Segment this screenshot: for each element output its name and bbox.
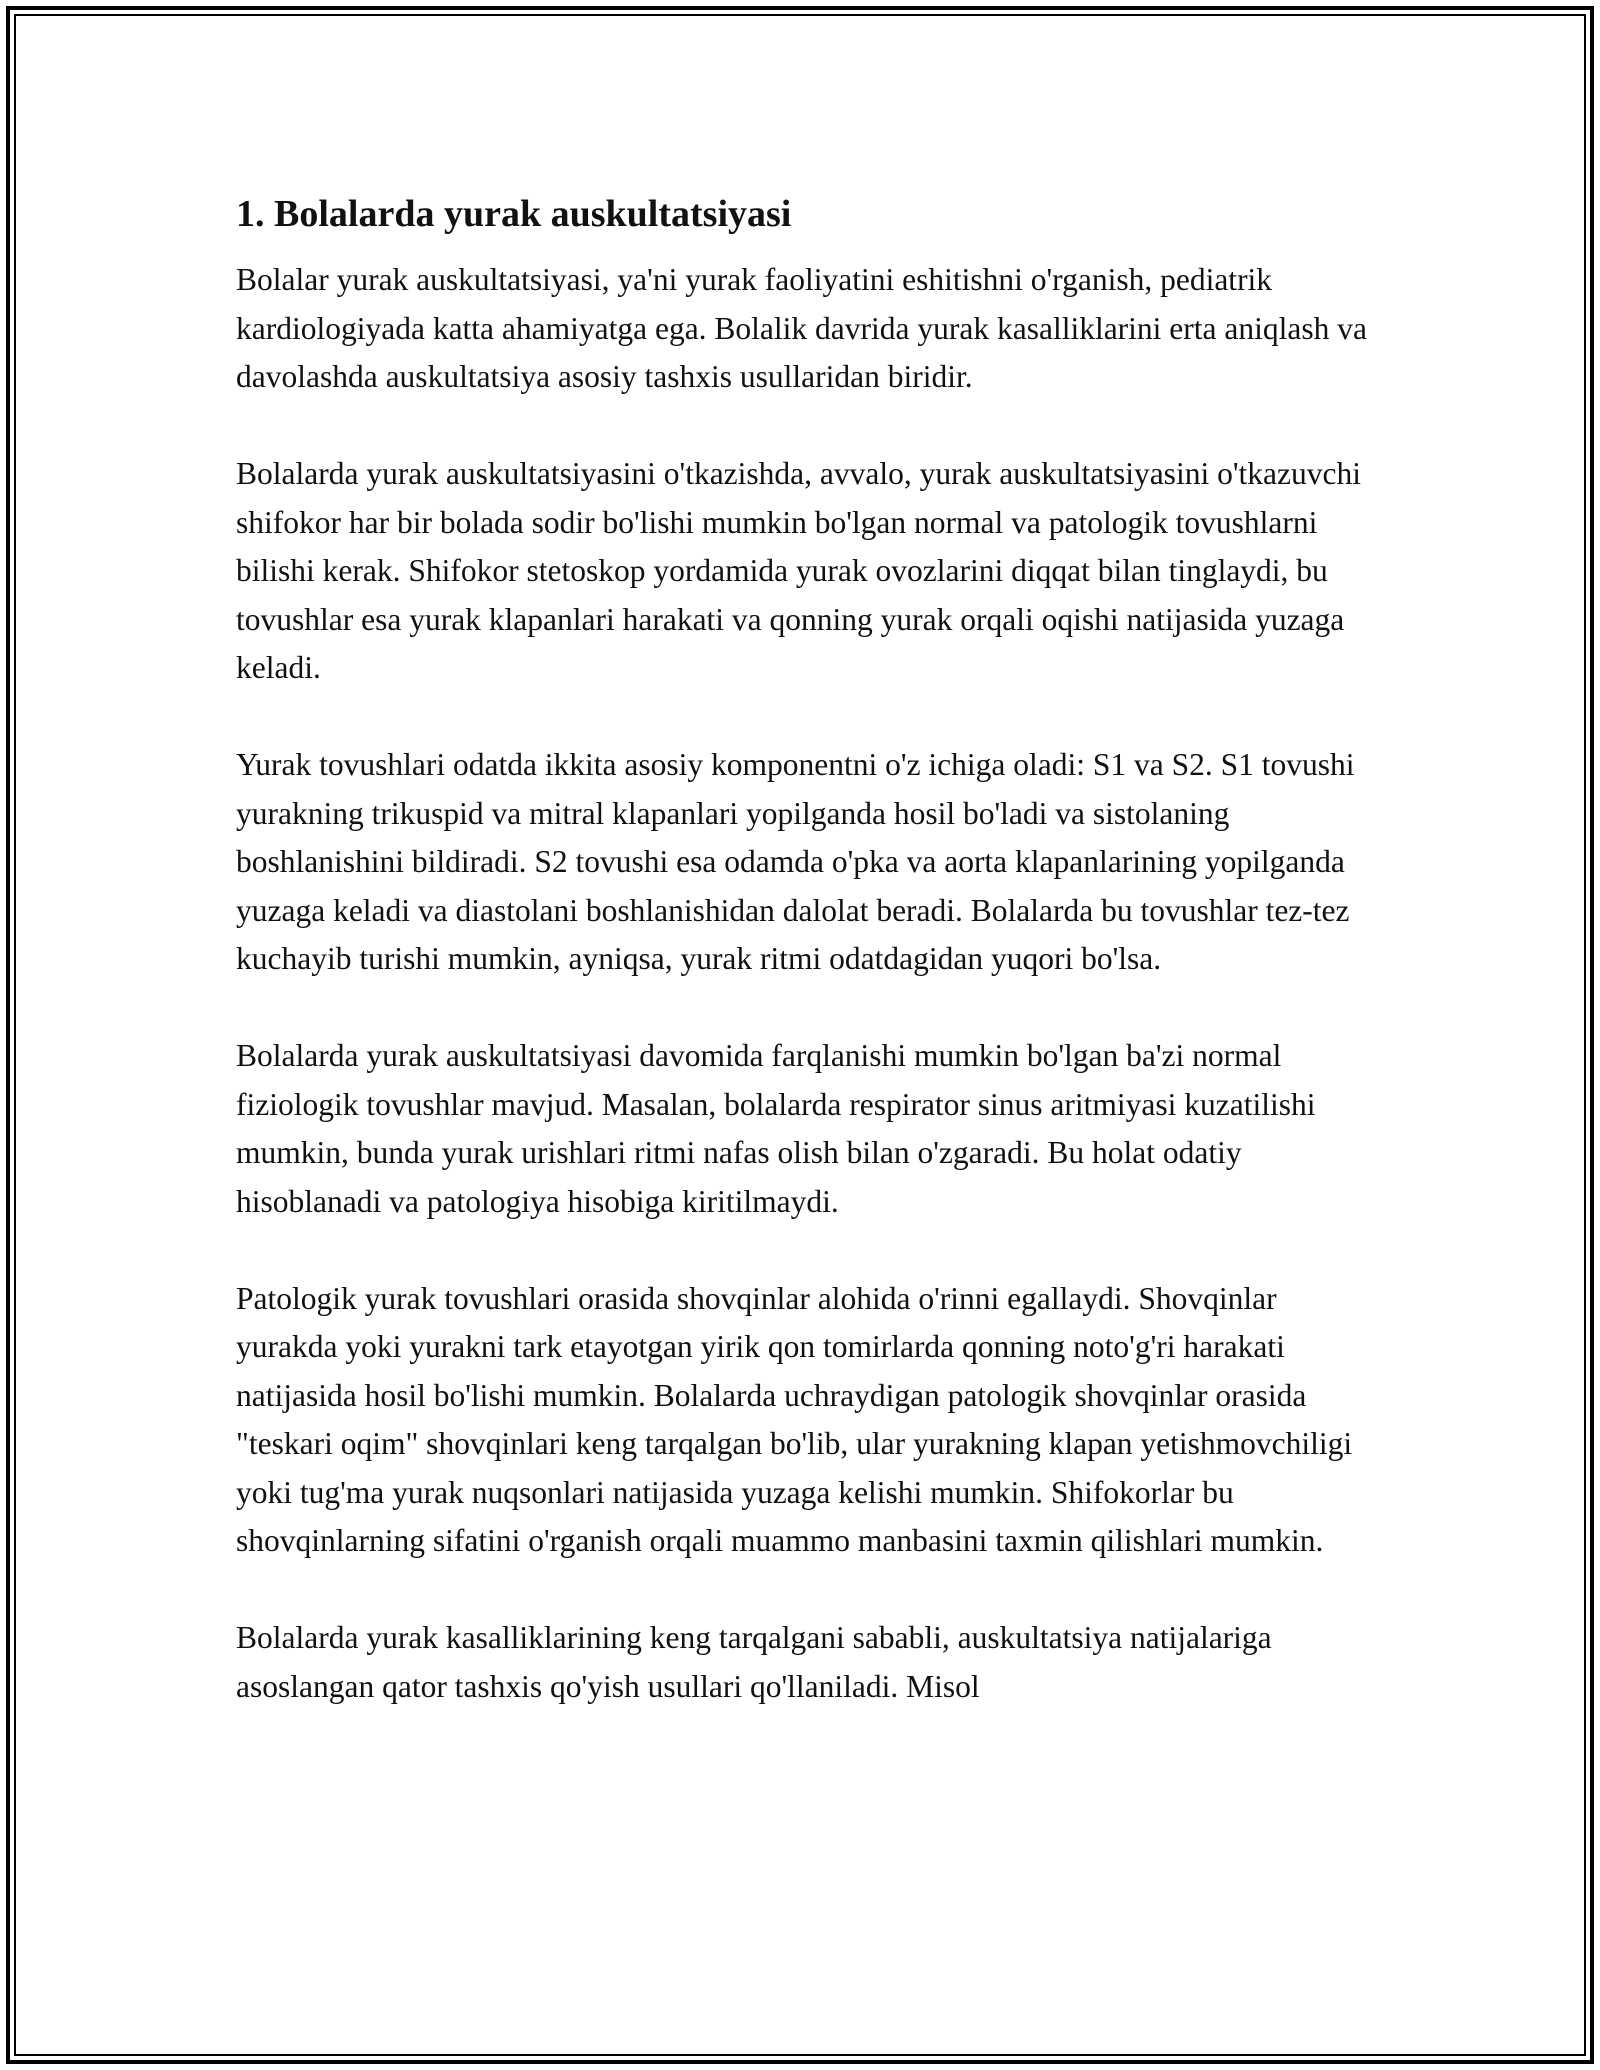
- paragraph: Yurak tovushlari odatda ikkita asosiy komponentni o'z ichiga oladi: S1 va S2. S1 tovushi yurakning trikuspid va mitral klapanlari yopilganda hosil bo'ladi va sistolaning boshlanishini bildiradi. S2 tovushi esa odamda o'pka va aorta klapanlarining yopilganda yuzaga keladi va diastolani boshlanishidan dalolat beradi. Bolalarda bu tovushlar tez-tez kuchayib turishi mumkin, ayniqsa, yurak ritmi odatdagidan yuqori bo'lsa.: [236, 747, 1355, 976]
- section-heading: 1. Bolalarda yurak auskultatsiyasi: [236, 193, 792, 235]
- paragraph: Bolalar yurak auskultatsiyasi, ya'ni yurak faoliyatini eshitishni o'rganish, pediatrik kardiologiyada katta ahamiyatga ega. Bolalik davrida yurak kasalliklarini erta aniqlash va davolashda auskultatsiya asosiy tashxis usullaridan biridir.: [236, 262, 1367, 394]
- paragraph: Bolalarda yurak auskultatsiyasini o'tkazishda, avvalo, yurak auskultatsiyasini o'tkazuvchi shifokor har bir bolada sodir bo'lishi mumkin bo'lgan normal va patologik tovushlarni bilishi kerak. Shifokor stetoskop yordamida yurak ovozlarini diqqat bilan tinglaydi, bu tovushlar esa yurak klapanlari harakati va qonning yurak orqali oqishi natijasida yuzaga keladi.: [236, 456, 1361, 685]
- paragraph: Bolalarda yurak auskultatsiyasi davomida farqlanishi mumkin bo'lgan ba'zi normal fiziologik tovushlar mavjud. Masalan, bolalarda respirator sinus aritmiyasi kuzatilishi mumkin, bunda yurak urishlari ritmi nafas olish bilan o'zgaradi. Bu holat odatiy hisoblanadi va patologiya hisobiga kiritilmaydi.: [236, 1038, 1316, 1219]
- paragraph: Patologik yurak tovushlari orasida shovqinlar alohida o'rinni egallaydi. Shovqinlar yurakda yoki yurakni tark etayotgan yirik qon tomirlarda qonning noto'g'ri harakati natijasida hosil bo'lishi mumkin. Bolalarda uchraydigan patologik shovqinlar orasida "teskari oqim" shovqinlari keng tarqalgan bo'lib, ular yurakning klapan yetishmovchiligi yoki tug'ma yurak nuqsonlari natijasida yuzaga kelishi mumkin. Shifokorlar bu shovqinlarning sifatini o'rganish orqali muammo manbasini taxmin qilishlari mumkin.: [236, 1280, 1353, 1558]
- document-body: [236, 186, 1376, 1760]
- paragraph: Bolalarda yurak kasalliklarining keng tarqalgani sababli, auskultatsiya natijalariga asoslangan qator tashxis qo'yish usullari qo'llaniladi. Misol: [236, 1620, 1272, 1704]
